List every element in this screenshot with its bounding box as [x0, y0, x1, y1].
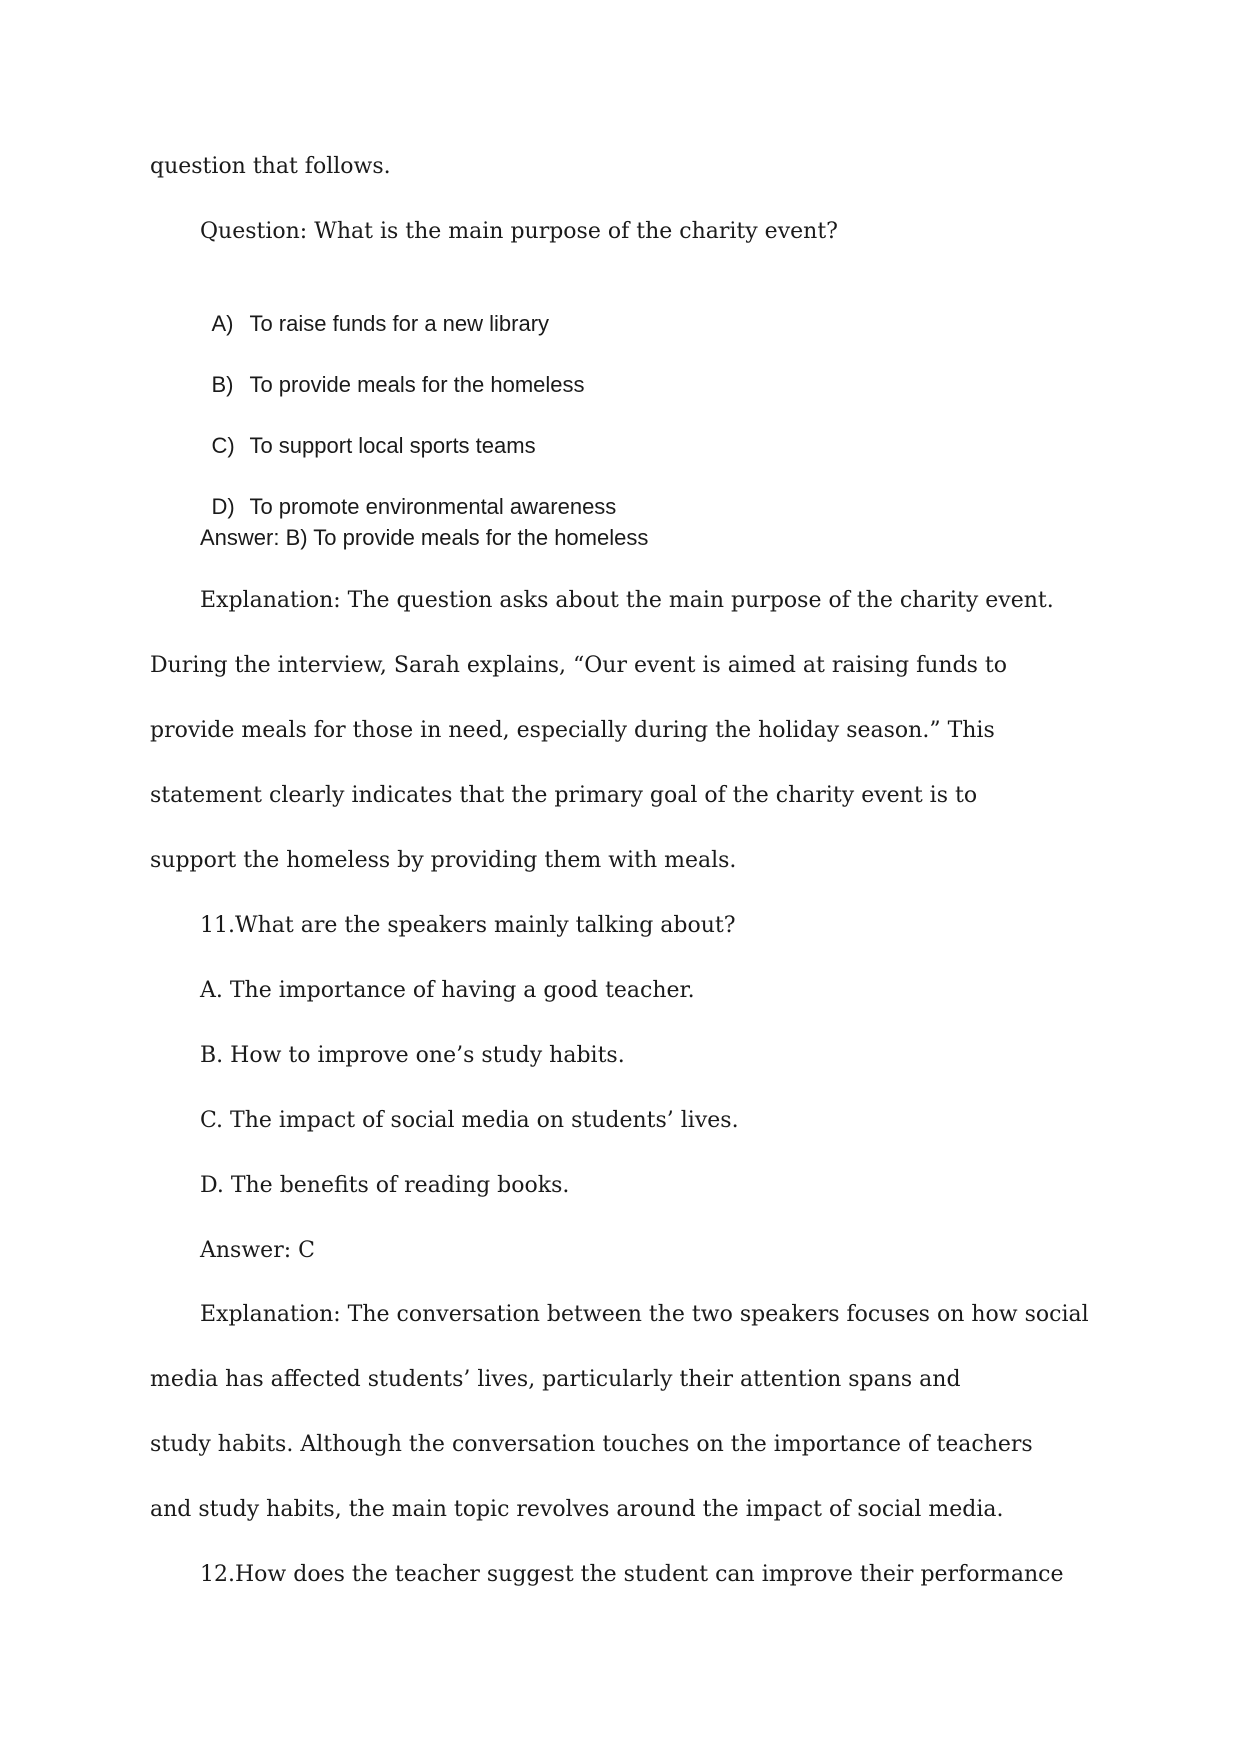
question-10-prompt: Question: What is the main purpose of the charity event? [200, 219, 838, 244]
option-text: To provide meals for the homeless [249, 372, 585, 397]
option-text: To raise funds for a new library [249, 311, 550, 336]
answer-q11: Answer: C [200, 1238, 315, 1263]
paragraph-continuation: question that follows. [150, 154, 391, 179]
answer-q10: Answer: B) To provide meals for the homeless [200, 525, 649, 550]
question-12-prompt: 12.How does the teacher suggest the student can improve their performance [200, 1562, 1064, 1587]
option-text: To promote environmental awareness [249, 494, 617, 519]
q11-option-a: A. The importance of having a good teacher. [200, 978, 695, 1003]
option-letter: C) [211, 433, 235, 458]
explanation-q11-line-1: Explanation: The conversation between the two speakers focuses on how social [200, 1302, 1089, 1327]
explanation-q10-line-5: support the homeless by providing them with meals. [150, 848, 737, 873]
option-text: To support local sports teams [249, 433, 536, 458]
explanation-q10-line-2: During the interview, Sarah explains, “Our event is aimed at raising funds to [150, 653, 1008, 678]
explanation-q11-line-2: media has affected students’ lives, particularly their attention spans and [150, 1367, 961, 1392]
explanation-q11-line-3: study habits. Although the conversation touches on the importance of teachers [150, 1432, 1033, 1457]
explanation-q10-line-4: statement clearly indicates that the primary goal of the charity event is to [150, 783, 978, 808]
question-11-prompt: 11.What are the speakers mainly talking about? [200, 913, 736, 938]
q11-option-b: B. How to improve one’s study habits. [200, 1043, 625, 1068]
option-letter: B) [211, 372, 234, 397]
explanation-q10-line-3: provide meals for those in need, especially during the holiday season.” This [150, 718, 995, 743]
q11-option-d: D. The benefits of reading books. [200, 1173, 570, 1198]
option-letter: D) [211, 494, 235, 519]
q11-option-c: C. The impact of social media on students’ lives. [200, 1108, 739, 1133]
option-letter: A) [211, 311, 234, 336]
explanation-q10-line-1: Explanation: The question asks about the main purpose of the charity event. [200, 588, 1054, 613]
explanation-q11-line-4: and study habits, the main topic revolves around the impact of social media. [150, 1497, 1004, 1522]
